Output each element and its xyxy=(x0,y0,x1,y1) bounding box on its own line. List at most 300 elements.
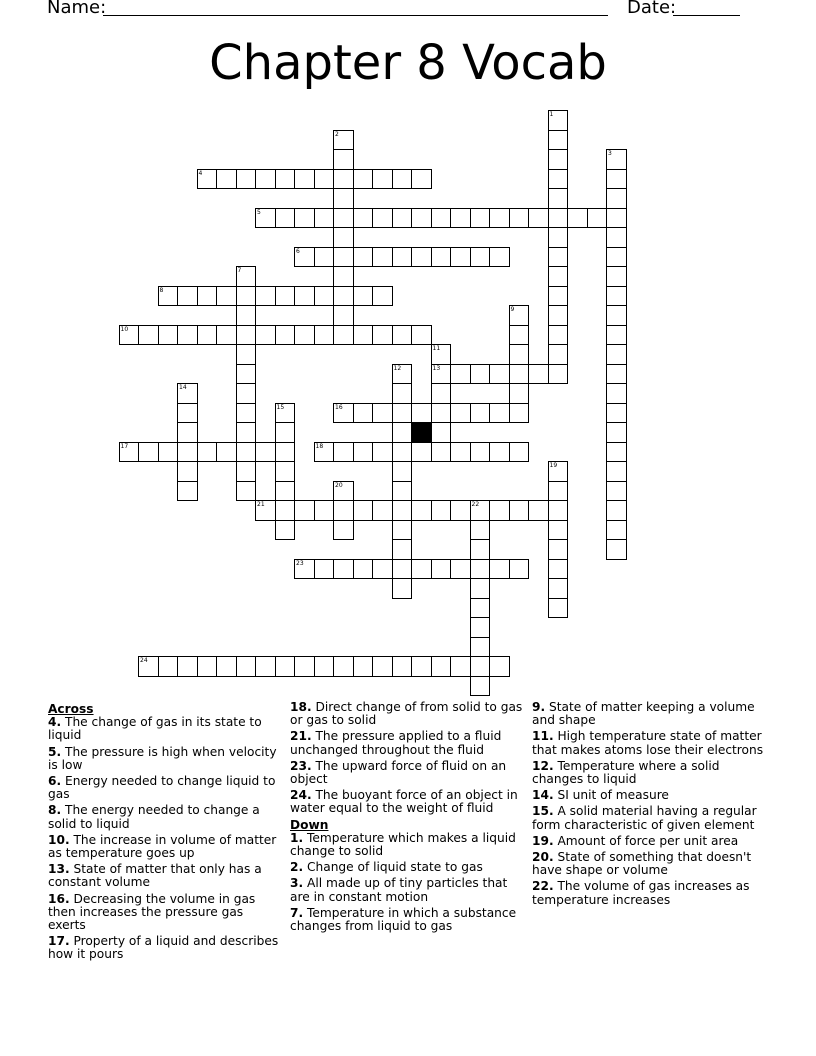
crossword-cell[interactable] xyxy=(275,520,296,541)
clue-text: State of matter keeping a volume and shape xyxy=(532,700,755,728)
crossword-cell[interactable] xyxy=(489,656,510,677)
crossword-cell[interactable] xyxy=(255,442,276,463)
crossword-cell[interactable] xyxy=(372,656,393,677)
clue-number: 3 xyxy=(608,150,612,157)
clue-number: 5 xyxy=(257,208,261,216)
clue-text: The upward force of fluid on an object xyxy=(290,758,507,787)
clue-number: 20 xyxy=(335,481,343,489)
crossword-cell[interactable] xyxy=(255,286,276,307)
crossword-cell[interactable] xyxy=(548,344,569,365)
crossword-cell[interactable] xyxy=(236,461,257,482)
crossword-cell[interactable] xyxy=(509,208,530,229)
crossword-cell[interactable] xyxy=(411,656,432,677)
crossword-cell[interactable] xyxy=(489,364,510,385)
crossword-cell[interactable] xyxy=(548,130,569,151)
crossword-cell[interactable] xyxy=(372,500,393,521)
clue-number: 4 xyxy=(198,169,203,177)
crossword-cell[interactable] xyxy=(372,442,393,463)
clue-number-label: 4. xyxy=(48,715,62,730)
crossword-cell[interactable] xyxy=(236,286,257,307)
crossword-cell[interactable] xyxy=(275,481,296,502)
crossword-cell[interactable] xyxy=(489,403,510,424)
crossword-cell[interactable] xyxy=(372,559,393,580)
crossword-cell[interactable] xyxy=(353,247,374,268)
crossword-cell[interactable] xyxy=(392,578,413,599)
crossword-cell[interactable] xyxy=(431,403,452,424)
clue-number: 21 xyxy=(257,501,265,508)
crossword-cell[interactable] xyxy=(548,247,569,268)
clue-number-label: 22. xyxy=(532,879,554,894)
clue-number-label: 16. xyxy=(48,891,70,906)
crossword-cell[interactable] xyxy=(548,149,569,170)
crossword-cell[interactable] xyxy=(450,442,471,463)
clue-text: Temperature in which a substance changes from liquid to gas xyxy=(290,905,517,934)
crossword-cell[interactable] xyxy=(236,325,257,346)
crossword-cell[interactable] xyxy=(450,656,471,677)
crossword-cell[interactable] xyxy=(353,403,374,424)
crossword-cell[interactable] xyxy=(392,461,413,482)
crossword-cell[interactable] xyxy=(236,266,257,287)
crossword-cell[interactable] xyxy=(372,286,393,307)
crossword-cell[interactable] xyxy=(333,656,354,677)
crossword-cell[interactable] xyxy=(470,637,491,658)
crossword-cell[interactable] xyxy=(548,286,569,307)
crossword-cell[interactable] xyxy=(216,169,237,190)
crossword-cell[interactable] xyxy=(548,364,569,385)
clue-item xyxy=(290,789,526,815)
clue-number: 6 xyxy=(296,247,300,255)
clue-number: 1 xyxy=(549,111,554,118)
crossword-cell[interactable] xyxy=(606,481,627,502)
crossword-cell[interactable] xyxy=(450,364,471,385)
crossword-cell[interactable] xyxy=(372,169,393,190)
crossword-cell[interactable] xyxy=(216,442,237,463)
crossword-cell[interactable] xyxy=(431,247,452,268)
crossword-cell[interactable] xyxy=(606,364,627,385)
crossword-cell[interactable] xyxy=(236,656,257,677)
crossword-cell[interactable] xyxy=(392,169,413,190)
crossword-cell[interactable] xyxy=(255,169,276,190)
crossword-cell[interactable] xyxy=(314,325,335,346)
section-heading: Down xyxy=(290,817,329,832)
crossword-cell[interactable] xyxy=(392,383,413,404)
crossword-cell[interactable] xyxy=(119,325,140,346)
clue-number: 17 xyxy=(120,442,129,450)
crossword-cell[interactable] xyxy=(197,169,218,190)
clue-number-label: 17. xyxy=(48,934,70,949)
crossword-cell[interactable] xyxy=(255,656,276,677)
crossword-cell[interactable] xyxy=(470,598,491,619)
clue-item xyxy=(290,861,526,874)
crossword-cell[interactable] xyxy=(470,364,491,385)
crossword-cell[interactable] xyxy=(606,266,627,287)
crossword-cell[interactable] xyxy=(606,539,627,560)
clue-number-label: 12. xyxy=(532,758,554,773)
crossword-cell[interactable] xyxy=(177,656,198,677)
crossword-cell[interactable] xyxy=(177,383,198,404)
crossword-cell[interactable] xyxy=(450,559,471,580)
clue-number-label: 20. xyxy=(532,850,554,865)
crossword-cell[interactable] xyxy=(392,364,413,385)
crossword-cell[interactable] xyxy=(372,325,393,346)
crossword-cell[interactable] xyxy=(372,208,393,229)
crossword-cell[interactable] xyxy=(528,208,549,229)
crossword-cell[interactable] xyxy=(314,656,335,677)
crossword-cell[interactable] xyxy=(197,325,218,346)
crossword-cell[interactable] xyxy=(333,227,354,248)
crossword-cell[interactable] xyxy=(606,520,627,541)
crossword-cell[interactable] xyxy=(333,305,354,326)
crossword-cell[interactable] xyxy=(470,559,491,580)
crossword-cell[interactable] xyxy=(606,461,627,482)
crossword-cell[interactable] xyxy=(606,442,627,463)
crossword-cell[interactable] xyxy=(411,208,432,229)
crossword-cell[interactable] xyxy=(216,286,237,307)
clue-item xyxy=(290,832,526,858)
crossword-cell[interactable] xyxy=(606,500,627,521)
crossword-cell[interactable] xyxy=(567,208,588,229)
clue-text: State of matter that only has a constant volume xyxy=(48,862,262,890)
crossword-cell[interactable] xyxy=(353,286,374,307)
crossword-cell[interactable] xyxy=(236,364,257,385)
crossword-cell[interactable] xyxy=(470,500,491,521)
crossword-cell[interactable] xyxy=(138,442,159,463)
crossword-cell[interactable] xyxy=(392,208,413,229)
crossword-cell[interactable] xyxy=(509,559,530,580)
clue-number-label: 1. xyxy=(290,830,304,845)
crossword-cell[interactable] xyxy=(548,559,569,580)
crossword-cell[interactable] xyxy=(606,403,627,424)
clue-item xyxy=(532,730,768,756)
crossword-cell[interactable] xyxy=(236,383,257,404)
crossword-cell[interactable] xyxy=(333,559,354,580)
clue-text: All made up of tiny particles that are in constant motion xyxy=(290,876,508,904)
crossword-cell[interactable] xyxy=(392,422,413,443)
crossword-cell[interactable] xyxy=(548,598,569,619)
crossword-cell[interactable] xyxy=(275,208,296,229)
crossword-cell[interactable] xyxy=(314,559,335,580)
crossword-cell[interactable] xyxy=(606,169,627,190)
crossword-cell[interactable] xyxy=(548,110,569,131)
crossword-cell[interactable] xyxy=(236,481,257,502)
crossword-cell[interactable] xyxy=(275,286,296,307)
crossword-cell[interactable] xyxy=(158,656,179,677)
crossword-cell[interactable] xyxy=(431,656,452,677)
crossword-cell[interactable] xyxy=(392,520,413,541)
crossword-cell[interactable] xyxy=(177,422,198,443)
crossword-cell[interactable] xyxy=(509,344,530,365)
crossword-cell[interactable] xyxy=(333,130,354,151)
crossword-cell[interactable] xyxy=(333,266,354,287)
crossword-cell[interactable] xyxy=(489,442,510,463)
clue-text: SI unit of measure xyxy=(557,788,669,803)
clue-item xyxy=(290,760,526,786)
crossword-cell[interactable] xyxy=(275,422,296,443)
clue-text: A solid material having a regular form characteristic of given element xyxy=(532,804,757,832)
clue-text: The pressure is high when velocity is low xyxy=(48,744,277,772)
crossword-cell[interactable] xyxy=(197,656,218,677)
clue-text: The energy needed to change a solid to liquid xyxy=(48,803,260,831)
crossword-cell[interactable] xyxy=(606,344,627,365)
crossword-cell[interactable] xyxy=(548,325,569,346)
crossword-cell[interactable] xyxy=(333,442,354,463)
crossword-cell[interactable] xyxy=(197,286,218,307)
crossword-cell[interactable] xyxy=(275,500,296,521)
crossword-cell[interactable] xyxy=(392,559,413,580)
crossword-cell[interactable] xyxy=(333,520,354,541)
crossword-cell[interactable] xyxy=(236,344,257,365)
crossword-cell[interactable] xyxy=(353,169,374,190)
crossword-cell[interactable] xyxy=(333,208,354,229)
crossword-cell[interactable] xyxy=(470,520,491,541)
crossword-cell[interactable] xyxy=(314,247,335,268)
crossword-cell[interactable] xyxy=(470,676,491,697)
crossword-cell[interactable] xyxy=(606,305,627,326)
clue-number-label: 2. xyxy=(290,860,304,875)
clue-item xyxy=(532,805,768,831)
clue-number-label: 13. xyxy=(48,862,70,877)
crossword-cell[interactable] xyxy=(587,208,608,229)
crossword-cell[interactable] xyxy=(450,500,471,521)
crossword-cell[interactable] xyxy=(548,500,569,521)
crossword-cell[interactable] xyxy=(606,383,627,404)
crossword-cell[interactable] xyxy=(275,442,296,463)
crossword-cell[interactable] xyxy=(294,247,315,268)
crossword-cell[interactable] xyxy=(255,325,276,346)
crossword-cell[interactable] xyxy=(353,500,374,521)
crossword-cell[interactable] xyxy=(177,403,198,424)
crossword-cell[interactable] xyxy=(392,403,413,424)
clue-number-label: 14. xyxy=(532,788,554,803)
crossword-cell[interactable] xyxy=(177,442,198,463)
crossword-cell[interactable] xyxy=(489,247,510,268)
crossword-cell[interactable] xyxy=(548,520,569,541)
crossword-cell[interactable] xyxy=(509,500,530,521)
crossword-cell[interactable] xyxy=(275,403,296,424)
crossword-cell[interactable] xyxy=(606,227,627,248)
crossword-cell[interactable] xyxy=(392,325,413,346)
crossword-cell[interactable] xyxy=(236,169,257,190)
crossword-cell[interactable] xyxy=(411,169,432,190)
clue-text: The volume of gas increases as temperature increases xyxy=(532,879,750,907)
crossword-cell[interactable] xyxy=(411,442,432,463)
crossword-cell[interactable] xyxy=(509,442,530,463)
crossword-cell[interactable] xyxy=(236,442,257,463)
crossword-cell[interactable] xyxy=(314,169,335,190)
crossword-cell[interactable] xyxy=(275,461,296,482)
crossword-cell[interactable] xyxy=(177,286,198,307)
crossword-cell[interactable] xyxy=(489,208,510,229)
crossword-cell[interactable] xyxy=(411,325,432,346)
crossword-cell[interactable] xyxy=(158,442,179,463)
crossword-cell[interactable] xyxy=(177,325,198,346)
crossword-cell[interactable] xyxy=(606,247,627,268)
crossword-cell[interactable] xyxy=(392,500,413,521)
crossword-cell[interactable] xyxy=(353,656,374,677)
crossword-cell[interactable] xyxy=(431,208,452,229)
crossword-cell[interactable] xyxy=(509,364,530,385)
crossword-cell[interactable] xyxy=(489,500,510,521)
clue-number-label: 10. xyxy=(48,832,70,847)
clue-number: 2 xyxy=(335,130,339,138)
clue-number-label: 7. xyxy=(290,905,304,920)
crossword-cell[interactable] xyxy=(314,286,335,307)
clue-number-label: 19. xyxy=(532,833,554,848)
crossword-cell[interactable] xyxy=(353,442,374,463)
crossword-cell[interactable] xyxy=(606,149,627,170)
crossword-cell[interactable] xyxy=(431,559,452,580)
clue-item xyxy=(290,730,526,756)
crossword-cell[interactable] xyxy=(294,208,315,229)
crossword-cell[interactable] xyxy=(470,442,491,463)
crossword-cell[interactable] xyxy=(372,403,393,424)
crossword-cell[interactable] xyxy=(197,442,218,463)
crossword-cell[interactable] xyxy=(392,247,413,268)
crossword-cell[interactable] xyxy=(294,325,315,346)
crossword-cell[interactable] xyxy=(548,461,569,482)
crossword-cell[interactable] xyxy=(509,383,530,404)
crossword-cell[interactable] xyxy=(294,656,315,677)
crossword-cell[interactable] xyxy=(431,442,452,463)
crossword-cell[interactable] xyxy=(470,656,491,677)
crossword-cell[interactable] xyxy=(275,656,296,677)
crossword-cell[interactable] xyxy=(333,149,354,170)
crossword-cell[interactable] xyxy=(138,656,159,677)
crossword-cell[interactable] xyxy=(548,169,569,190)
clue-number: 14 xyxy=(179,384,187,391)
clue-item xyxy=(48,716,284,742)
crossword-cell[interactable] xyxy=(431,344,452,365)
crossword-cell[interactable] xyxy=(431,364,452,385)
crossword-cell[interactable] xyxy=(333,188,354,209)
crossword-cell[interactable] xyxy=(548,227,569,248)
clue-number-label: 3. xyxy=(290,876,304,891)
clue-number: 8 xyxy=(159,286,164,294)
crossword-cell[interactable] xyxy=(255,500,276,521)
crossword-cell[interactable] xyxy=(470,578,491,599)
clue-item xyxy=(48,746,284,772)
crossword-cell[interactable] xyxy=(177,461,198,482)
crossword-cell[interactable] xyxy=(392,656,413,677)
crossword-cell[interactable] xyxy=(158,325,179,346)
clue-column-1 xyxy=(48,701,284,965)
crossword-cell[interactable] xyxy=(548,578,569,599)
crossword-cell[interactable] xyxy=(158,286,179,307)
crossword-cell[interactable] xyxy=(353,208,374,229)
crossword-cell[interactable] xyxy=(606,208,627,229)
clue-text: State of something that doesn't have shape or volume xyxy=(532,850,752,878)
crossword-cell[interactable] xyxy=(509,325,530,346)
crossword-cell[interactable] xyxy=(119,442,140,463)
crossword-cell[interactable] xyxy=(392,442,413,463)
crossword-cell[interactable] xyxy=(470,617,491,638)
crossword-cell[interactable] xyxy=(528,500,549,521)
crossword-cell[interactable] xyxy=(353,325,374,346)
crossword-cell[interactable] xyxy=(431,422,452,443)
crossword-cell[interactable] xyxy=(314,208,335,229)
clue-number: 16 xyxy=(335,403,343,411)
crossword-cell[interactable] xyxy=(489,559,510,580)
crossword-cell[interactable] xyxy=(548,305,569,326)
crossword-cell[interactable] xyxy=(509,305,530,326)
crossword-cell[interactable] xyxy=(314,500,335,521)
crossword-cell[interactable] xyxy=(606,325,627,346)
crossword-cell[interactable] xyxy=(333,169,354,190)
crossword-cell[interactable] xyxy=(548,208,569,229)
crossword-cell[interactable] xyxy=(470,208,491,229)
crossword-cell[interactable] xyxy=(606,422,627,443)
crossword-cell[interactable] xyxy=(294,500,315,521)
crossword-cell[interactable] xyxy=(431,500,452,521)
clue-item xyxy=(48,863,284,889)
crossword-cell[interactable] xyxy=(333,286,354,307)
crossword-cell[interactable] xyxy=(314,442,335,463)
crossword-cell[interactable] xyxy=(450,208,471,229)
crossword-cell[interactable] xyxy=(255,208,276,229)
crossword-cell[interactable] xyxy=(177,481,198,502)
crossword-cell[interactable] xyxy=(392,539,413,560)
crossword-cell[interactable] xyxy=(528,364,549,385)
clue-item xyxy=(532,789,768,802)
crossword-cell[interactable] xyxy=(333,500,354,521)
crossword-cell[interactable] xyxy=(431,383,452,404)
clue-item xyxy=(532,760,768,786)
crossword-cell[interactable] xyxy=(294,559,315,580)
crossword-cell[interactable] xyxy=(333,403,354,424)
crossword-cell[interactable] xyxy=(236,305,257,326)
crossword-cell[interactable] xyxy=(275,325,296,346)
crossword-cell[interactable] xyxy=(372,247,393,268)
crossword-cell[interactable] xyxy=(236,403,257,424)
crossword-cell[interactable] xyxy=(392,481,413,502)
crossword-cell[interactable] xyxy=(509,403,530,424)
crossword-cell[interactable] xyxy=(216,656,237,677)
crossword-cell[interactable] xyxy=(294,286,315,307)
crossword-cell[interactable] xyxy=(353,559,374,580)
crossword-cell[interactable] xyxy=(411,559,432,580)
crossword-cell[interactable] xyxy=(138,325,159,346)
crossword-cell[interactable] xyxy=(236,422,257,443)
crossword-cell[interactable] xyxy=(411,247,432,268)
crossword-cell[interactable] xyxy=(216,325,237,346)
crossword-cell[interactable] xyxy=(548,266,569,287)
crossword-cell[interactable] xyxy=(470,539,491,560)
crossword-cell[interactable] xyxy=(450,403,471,424)
crossword-cell[interactable] xyxy=(411,500,432,521)
crossword-cell[interactable] xyxy=(450,247,471,268)
clue-text: The increase in volume of matter as temperature goes up xyxy=(48,832,277,861)
crossword-cell[interactable] xyxy=(294,169,315,190)
crossword-cell[interactable] xyxy=(606,188,627,209)
clue-number-label: 11. xyxy=(532,729,554,744)
crossword-cell[interactable] xyxy=(548,539,569,560)
clue-item xyxy=(532,851,768,877)
clue-number-label: 24. xyxy=(290,788,312,803)
clue-item xyxy=(290,877,526,903)
crossword-cell[interactable] xyxy=(470,247,491,268)
crossword-cell[interactable] xyxy=(548,481,569,502)
crossword-cell[interactable] xyxy=(333,247,354,268)
crossword-cell[interactable] xyxy=(470,403,491,424)
clue-item xyxy=(48,893,284,933)
crossword-cell[interactable] xyxy=(411,403,432,424)
crossword-cell[interactable] xyxy=(333,481,354,502)
crossword-cell[interactable] xyxy=(548,188,569,209)
crossword-cell[interactable] xyxy=(333,325,354,346)
clue-number: 19 xyxy=(549,462,558,469)
crossword-cell[interactable] xyxy=(275,169,296,190)
crossword-cell[interactable] xyxy=(606,286,627,307)
